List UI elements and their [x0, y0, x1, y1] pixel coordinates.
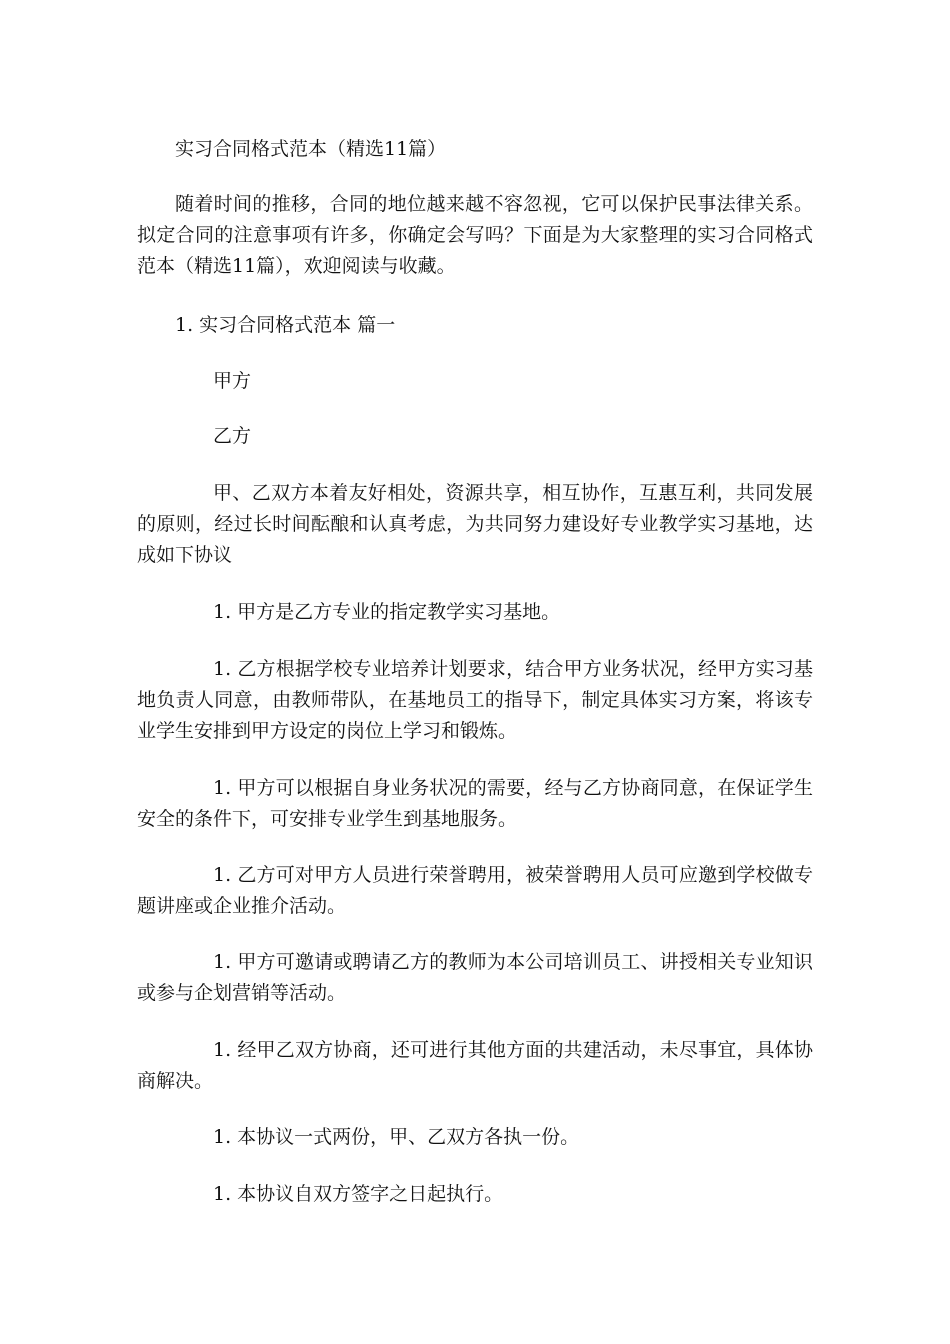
clause-item: 1. 乙方根据学校专业培养计划要求，结合甲方业务状况，经甲方实习基地负责人同意，由教师带队，在基地员工的指导下，制定具体实习方案，将该专业学生安排到甲方设定的岗位上学习和锻炼。 [137, 658, 813, 742]
clause-item: 1. 甲方可以根据自身业务状况的需要，经与乙方协商同意，在保证学生安全的条件下，可安排专业学生到基地服务。 [137, 777, 813, 830]
preamble-paragraph: 甲、乙双方本着友好相处，资源共享，相互协作，互惠互利，共同发展的原则，经过长时间酝酿和认真考虑，为共同努力建设好专业教学实习基地，达成如下协议 [137, 482, 813, 566]
section-heading: 1. 实习合同格式范本 篇一 [175, 314, 396, 336]
clause-item: 1. 甲方可邀请或聘请乙方的教师为本公司培训员工、讲授相关专业知识或参与企划营销等活动。 [137, 951, 813, 1004]
clause-item: 1. 经甲乙双方协商，还可进行其他方面的共建活动，未尽事宜，具体协商解决。 [137, 1039, 813, 1092]
intro-paragraph: 随着时间的推移，合同的地位越来越不容忽视，它可以保护民事法律关系。拟定合同的注意事项有许多，你确定会写吗？下面是为大家整理的实习合同格式范本（精选11篇），欢迎阅读与收藏。 [137, 193, 813, 277]
clause-item: 1. 甲方是乙方专业的指定教学实习基地。 [213, 601, 561, 623]
clause-item: 1. 本协议自双方签字之日起执行。 [213, 1183, 504, 1205]
clause-item: 1. 乙方可对甲方人员进行荣誉聘用，被荣誉聘用人员可应邀到学校做专题讲座或企业推介活动。 [137, 864, 813, 917]
party-b-label: 乙方 [213, 425, 252, 447]
document-title: 实习合同格式范本（精选11篇） [175, 138, 447, 160]
party-a-label: 甲方 [213, 370, 252, 392]
clause-item: 1. 本协议一式两份，甲、乙双方各执一份。 [213, 1126, 580, 1148]
